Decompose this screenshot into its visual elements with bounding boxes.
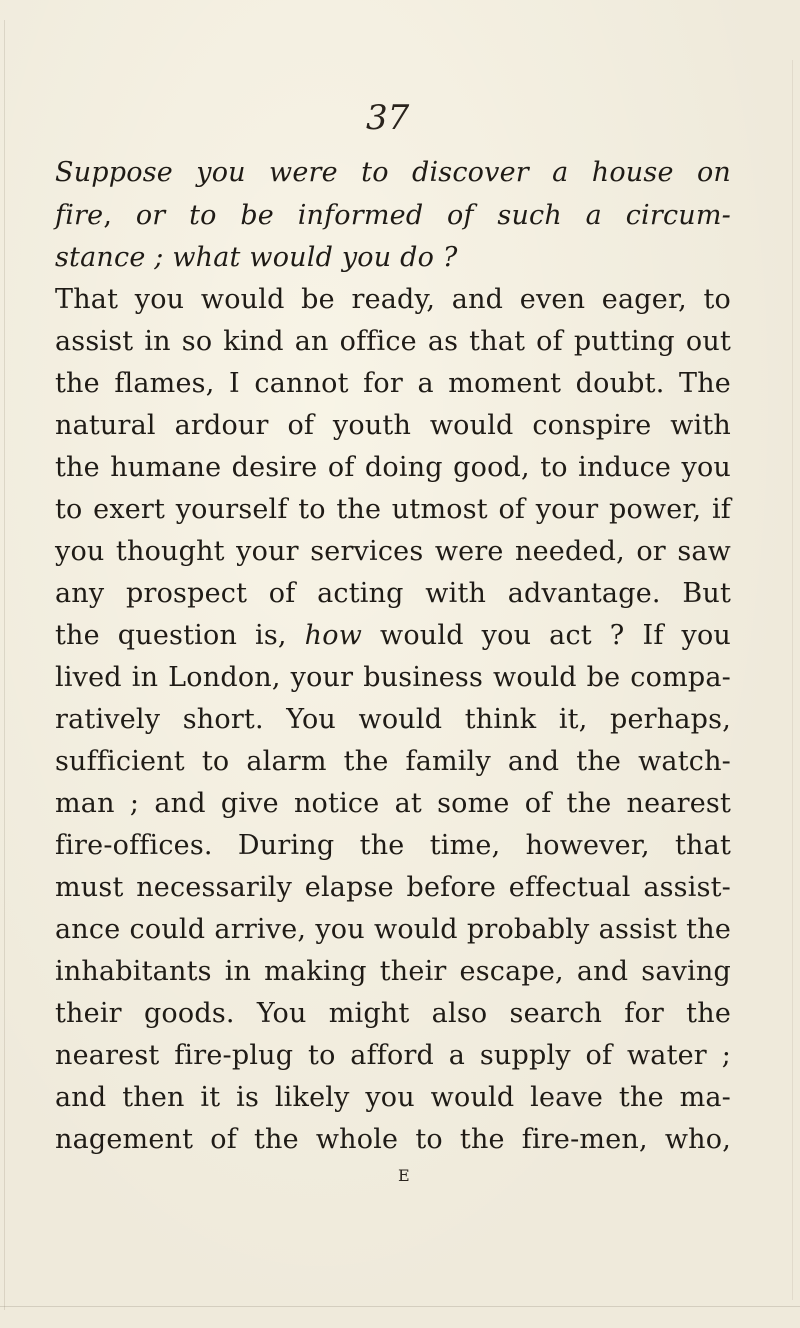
body-line-11: any prospect of acting with advantage. But: [55, 578, 731, 609]
page-number: 37: [366, 98, 410, 138]
body-line-16: man ; and give notice at some of the nearest: [55, 788, 731, 819]
body-line-12-emphasis: how: [304, 620, 363, 651]
question-line-1: Suppose you were to discover a house on: [55, 157, 731, 188]
body-line-6: the flames, I cannot for a moment doubt. The: [55, 368, 731, 399]
body-line-22: nearest fire-plug to afford a supply of water ;: [55, 1040, 731, 1071]
body-line-8: the humane desire of doing good, to induce you: [55, 452, 731, 483]
body-line-12-start: the question is,: [55, 620, 305, 651]
body-line-19: ance could arrive, you would probably assist the: [55, 914, 731, 945]
question-line-2: [55, 196, 731, 236]
body-line-12-end: would you act ? If you: [362, 620, 731, 651]
signature-mark: E: [398, 1166, 410, 1185]
body-line-15: sufficient to alarm the family and the watch-: [55, 746, 731, 777]
body-line-23: and then it is likely you would leave the ma-: [55, 1082, 731, 1113]
body-line-9: to exert yourself to the utmost of your power, if: [55, 494, 731, 525]
question-line-2-start: fire: [55, 200, 104, 231]
body-line-13: lived in London, your business would be compa-: [55, 662, 731, 693]
body-line-10: you thought your services were needed, or saw: [55, 536, 731, 567]
body-line-12: [55, 616, 731, 656]
body-line-24: nagement of the whole to the fire-men, who,: [55, 1124, 731, 1155]
body-line-5: assist in so kind an office as that of putting out: [55, 326, 731, 357]
body-line-18: must necessarily elapse before effectual assist-: [55, 872, 731, 903]
body-line-17: fire-offices. During the time, however, that: [55, 830, 731, 861]
body-line-21: their goods. You might also search for the: [55, 998, 731, 1029]
body-line-14: ratively short. You would think it, perhaps,: [55, 704, 731, 735]
page-edge-shadow: [792, 60, 793, 1300]
question-line-3: stance ; what would you do ?: [55, 242, 458, 273]
body-line-20: inhabitants in making their escape, and saving: [55, 956, 731, 987]
body-line-7: natural ardour of youth would conspire with: [55, 410, 731, 441]
page-bottom-edge: [0, 1306, 800, 1307]
body-line-4: That you would be ready, and even eager, to: [55, 284, 731, 315]
question-line-2-end: or to be informed of such a circum-: [135, 200, 731, 231]
question-line-2-comma: ,: [103, 200, 136, 231]
page-gutter-shadow: [4, 20, 5, 1310]
